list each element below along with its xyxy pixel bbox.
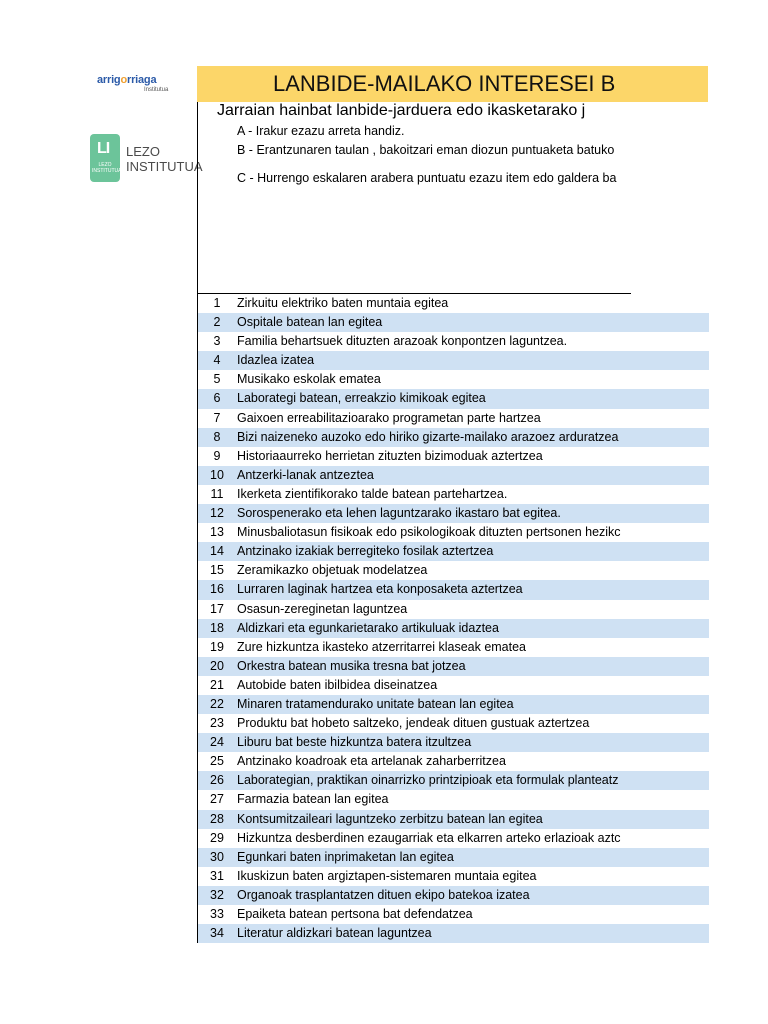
item-number: 26 xyxy=(210,773,224,788)
item-number: 18 xyxy=(210,620,224,635)
item-text: Epaiketa batean pertsona bat defendatzea xyxy=(237,907,473,921)
item-number: 3 xyxy=(213,334,221,349)
item-number: 10 xyxy=(210,467,224,482)
table-row xyxy=(198,829,709,848)
item-text: Historiaaurreko herrietan zituzten bizimoduak aztertzea xyxy=(237,448,543,463)
table-row xyxy=(198,924,709,943)
item-number: 27 xyxy=(210,792,224,807)
item-number: 25 xyxy=(210,754,224,769)
table-row xyxy=(198,638,709,657)
table-row xyxy=(198,619,709,638)
table-row xyxy=(198,504,709,523)
item-number: 22 xyxy=(210,696,224,711)
table-row xyxy=(198,810,709,829)
item-number: 28 xyxy=(210,811,224,826)
table-row xyxy=(198,409,709,428)
table-row xyxy=(198,542,709,561)
page-title-bar xyxy=(197,66,708,102)
item-number: 6 xyxy=(213,391,221,406)
item-number: 33 xyxy=(210,907,224,921)
item-text: Autobide baten ibilbidea diseinatzea xyxy=(237,677,438,692)
item-number: 11 xyxy=(210,486,224,501)
table-row xyxy=(198,389,709,408)
item-text: Organoak trasplantatzen dituen ekipo batekoa izatea xyxy=(237,887,530,902)
table-row xyxy=(198,733,709,752)
item-text: Literatur aldizkari batean laguntzea xyxy=(237,926,432,941)
table-row xyxy=(198,351,709,370)
table-row xyxy=(198,332,709,351)
item-text: Laborategian, praktikan oinarrizko printzipioak eta formulak planteatz xyxy=(237,773,619,788)
item-text: Minaren tratamendurako unitate batean lan egitea xyxy=(237,696,514,711)
item-text: Liburu bat beste hizkuntza batera itzultzea xyxy=(237,735,472,750)
item-number: 30 xyxy=(210,849,224,864)
lezo-badge: LI LEZO INSTITUTUA xyxy=(90,134,120,182)
item-text: Laborategi batean, erreakzio kimikoak egitea xyxy=(237,391,486,406)
instruction-c: C - Hurrengo eskalaren arabera puntuatu ezazu item edo galdera ba xyxy=(237,171,617,185)
table-row xyxy=(198,886,709,905)
table-row xyxy=(198,752,709,771)
item-text: Gaixoen erreabilitazioarako programetan parte hartzea xyxy=(237,410,541,425)
table-row xyxy=(198,867,709,886)
item-number: 16 xyxy=(210,582,224,597)
item-text: Zeramikazko objetuak modelatzea xyxy=(237,563,428,578)
table-row xyxy=(198,466,709,485)
item-text: Aldizkari eta egunkarietarako artikuluak idaztea xyxy=(237,620,499,635)
item-number: 31 xyxy=(210,868,224,883)
instructions-heading: Jarraian hainbat lanbide-jarduera edo ikasketarako j xyxy=(217,102,586,119)
table-row xyxy=(198,294,709,313)
table-row xyxy=(198,428,709,447)
item-number: 9 xyxy=(213,448,221,463)
item-number: 19 xyxy=(210,639,224,654)
item-text: Ospitale batean lan egitea xyxy=(237,315,383,330)
lezo-institutua-logo xyxy=(88,130,203,186)
item-number: 14 xyxy=(210,544,224,559)
table-row xyxy=(198,695,709,714)
table-row xyxy=(198,485,709,504)
item-number: 4 xyxy=(213,353,221,368)
arrigorriaga-logo xyxy=(92,72,176,98)
item-text: Ikerketa zientifikorako talde batean partehartzea. xyxy=(237,486,508,501)
item-number: 12 xyxy=(210,506,224,521)
item-text: Produktu bat hobeto saltzeko, jendeak dituen gustuak aztertzea xyxy=(237,716,590,731)
item-text: Antzinako izakiak berregiteko fosilak aztertzea xyxy=(237,544,494,559)
item-text: Idazlea izatea xyxy=(237,353,315,368)
table-row xyxy=(198,523,709,542)
table-row xyxy=(198,447,709,466)
lezo-logo-text: LEZO INSTITUTUA xyxy=(126,144,203,174)
table-row xyxy=(198,848,709,867)
table-row xyxy=(198,657,709,676)
item-number: 21 xyxy=(210,677,224,692)
item-text: Farmazia batean lan egitea xyxy=(237,792,389,807)
table-row xyxy=(198,676,709,695)
table-row xyxy=(198,580,709,599)
table-row xyxy=(198,771,709,790)
items-table xyxy=(197,294,709,943)
item-text: Orkestra batean musika tresna bat jotzea xyxy=(237,658,466,673)
item-text: Osasun-zereginetan laguntzea xyxy=(237,601,408,616)
item-text: Hizkuntza desberdinen ezaugarriak eta elkarren arteko erlazioak aztc xyxy=(237,830,621,845)
arrigorriaga-logo-name: arrigorriaga xyxy=(97,74,157,86)
item-number: 7 xyxy=(213,410,221,425)
item-number: 13 xyxy=(210,525,224,540)
item-text: Egunkari baten inprimaketan lan egitea xyxy=(237,849,454,864)
table-row xyxy=(198,561,709,580)
item-number: 15 xyxy=(210,563,224,578)
table-row xyxy=(198,714,709,733)
instruction-b: B - Erantzunaren taulan , bakoitzari eman diozun puntuaketa batuko xyxy=(237,143,615,157)
item-number: 5 xyxy=(213,372,221,387)
item-text: Familia behartsuek dituzten arazoak konpontzen laguntzea. xyxy=(237,334,568,349)
arrigorriaga-logo-sub: Institutua xyxy=(144,87,169,93)
item-number: 8 xyxy=(213,429,221,444)
item-text: Sorospenerako eta lehen laguntzarako ikastaro bat egitea. xyxy=(237,506,561,521)
item-text: Ikuskizun baten argiztapen-sistemaren muntaia egitea xyxy=(237,868,537,883)
instruction-a: A - Irakur ezazu arreta handiz. xyxy=(237,124,405,138)
item-text: Zirkuitu elektriko baten muntaia egitea xyxy=(237,296,449,310)
item-text: Lurraren laginak hartzea eta konposaketa aztertzea xyxy=(237,582,523,597)
table-row xyxy=(198,600,709,619)
item-number: 2 xyxy=(213,315,221,330)
item-number: 1 xyxy=(213,296,221,310)
item-number: 17 xyxy=(210,601,224,616)
item-text: Zure hizkuntza ikasteko atzerritarrei klaseak ematea xyxy=(237,639,527,654)
item-number: 29 xyxy=(210,830,224,845)
table-row xyxy=(198,905,709,924)
table-row xyxy=(198,370,709,389)
table-row xyxy=(198,313,709,332)
item-text: Kontsumitzaileari laguntzeko zerbitzu batean lan egitea xyxy=(237,811,543,826)
item-number: 20 xyxy=(210,658,224,673)
page-title: LANBIDE-MAILAKO INTERESEI B xyxy=(273,71,616,96)
item-number: 34 xyxy=(210,926,224,941)
item-text: Minusbaliotasun fisikoak edo psikologikoak dituzten pertsonen hezikc xyxy=(237,525,621,540)
item-text: Bizi naizeneko auzoko edo hiriko gizarte-mailako arazoez arduratzea xyxy=(237,429,619,444)
item-number: 23 xyxy=(210,716,224,731)
table-row xyxy=(198,790,709,809)
item-text: Musikako eskolak ematea xyxy=(237,372,381,387)
item-text: Antzinako koadroak eta artelanak zaharberritzea xyxy=(237,754,506,769)
item-number: 32 xyxy=(210,887,224,902)
item-text: Antzerki-lanak antzeztea xyxy=(237,467,374,482)
instructions-block xyxy=(197,102,631,294)
item-number: 24 xyxy=(210,735,224,750)
